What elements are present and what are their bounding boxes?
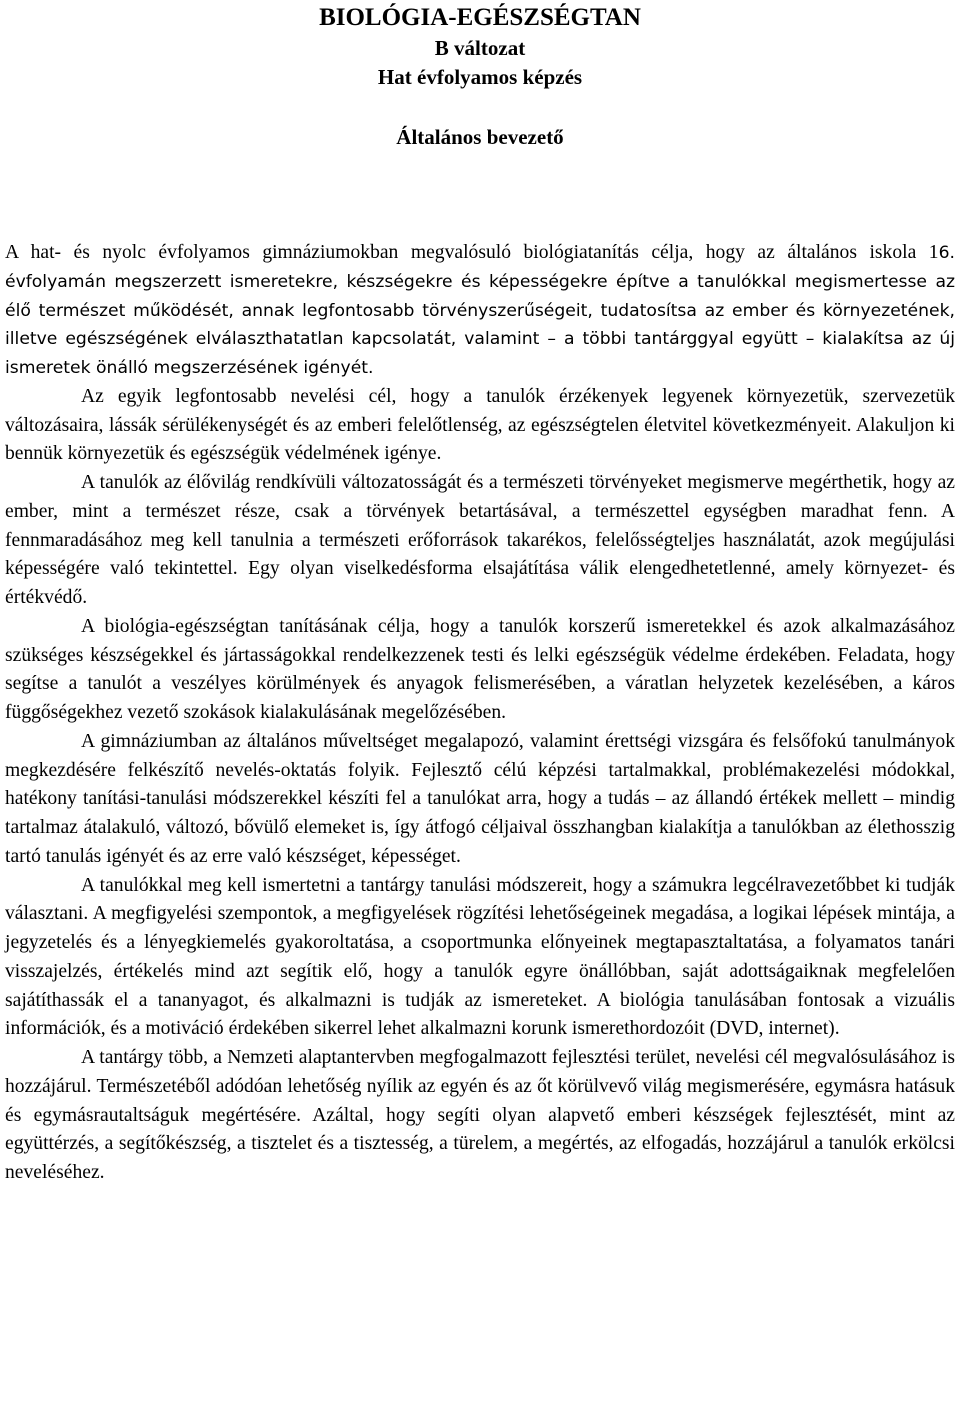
document-page	[5, 0, 955, 1188]
paragraph-gymnasium: A gimnáziumban az általános műveltséget megalapozó, valamint érettségi vizsgára és felsőfokú tanulmányok megkezdésére felkészítő nevelés-oktatás folyik. Fejlesztő célú képzési tartalmakkal, problémakezelési módokkal, hatékony tanítási-tanulási módszerekkel készíti fel a tanulókat arra, hogy a tudás – az állandó értékek mellett – mindig tartalmaz átalakuló, változó, bővülő elemeket is, így átfogó céljaival összhangban kialakítja a tanulókban az élethosszig tartó tanulás igényét és az erre való készséget, képességet.	[5, 730, 955, 867]
paragraph-development-areas: A tantárgy több, a Nemzeti alaptantervben megfogalmazott fejlesztési terület, nevelési cél megvalósulásához is hozzájárul. Természetéből adódóan lehetőség nyílik az egyén és az őt körülvevő világ megismerésére, egymásra hatásuk és egymásrautaltságuk megértésére. Azáltal, hogy segíti olyan alapvető emberi készségek fejlesztését, mint az együttérzés, a segítőkészség, a tisztelet és a tisztesség, a türelem, a megértés, az elfogadás, hozzájárul a tanulók erkölcsi neveléséhez.	[5, 1047, 955, 1183]
paragraph-education-goal: Az egyik legfontosabb nevelési cél, hogy a tanulók érzékenyek legyenek környezetük, szervezetük változásaira, lássák sérülékenységét és az emberi felelőtlenség, az egészségtelen életvitel következményeit. Alakuljon ki bennük környezetük és egészségük védelmének igénye.	[5, 385, 955, 465]
paragraph-intro-part-1: A hat- és nyolc évfolyamos gimnáziumokban megvalósuló biológiatanítás célja, hogy az általános iskola 1	[5, 242, 939, 263]
variant-subtitle: B változat	[434, 36, 526, 60]
section-heading: Általános bevezető	[396, 125, 564, 149]
paragraph-learning-methods: A tanulókkal meg kell ismertetni a tantárgy tanulási módszereit, hogy a számukra legcélravezetőbbet ki tudják választani. A megfigyelési szempontok, a megfigyelések rögzítési lehetőségeinek megadása, a logikai lépések mintája, a jegyzetelés és a lényegkiemelés gyakoroltatása, a csoportmunka előnyeinek megtapasztaltatása, a folyamatos tanári visszajelzés, értékelés mind azt segítik elő, hogy a tanulók egyre önállóbban, saját adottságaiknak megfelelően sajátíthassák el a tananyagot, és alkalmazni is tudják az ismereteket. A biológia tanulásában fontosak a vizuális információk, és a motiváció érdekében sikerrel lehet alkalmazni korunk ismerethordozóit (DVD, internet).	[5, 874, 955, 1040]
document-title: BIOLÓGIA-EGÉSZSÉGTAN	[319, 4, 641, 31]
paragraph-teaching-goal: A biológia-egészségtan tanításának célja, hogy a tanulók korszerű ismeretekkel és azok alkalmazásához szükséges készségekkel és jártasságokkal rendelkezzenek testi és lelki egészségük védelme érdekében. Feladata, hogy segítse a tanulót a veszélyes körülmények és anyagok felismerésében, a váratlan helyzetek kezelésében, a káros függőségekhez vezető szokások kialakulásának megelőzésében.	[5, 615, 955, 723]
paragraph-intro	[5, 239, 955, 383]
body-text	[5, 239, 955, 1188]
paragraph-intro-part-2: 6. évfolyamán megszerzett ismeretekre, készségekre és képességekre építve a tanulókkal megismertesse az élő természet működését, annak legfontosabb törvényszerűségeit, tudatosítsa az ember és környezetének, illetve egészségének elválaszthatatlan kapcsolatát, valamint – a többi tantárggyal együtt – kialakítsa az új ismeretek önálló megszerzésének igényét.	[5, 243, 955, 378]
paragraph-nature-laws: A tanulók az élővilág rendkívüli változatosságát és a természeti törvényeket megismerve megérthetik, hogy az ember, mint a természet része, csak a törvények betartásával, a természettel egységben maradhat fenn. A fennmaradásához meg kell tanulnia a természeti erőforrások takarékos, felelősségteljes használatát, azok megújulási képességére való tekintettel. Egy olyan viselkedésforma elsajátítása válik elengedhetetlenné, amely környezet- és értékvédő.	[5, 472, 955, 608]
program-subtitle: Hat évfolyamos képzés	[377, 65, 583, 89]
